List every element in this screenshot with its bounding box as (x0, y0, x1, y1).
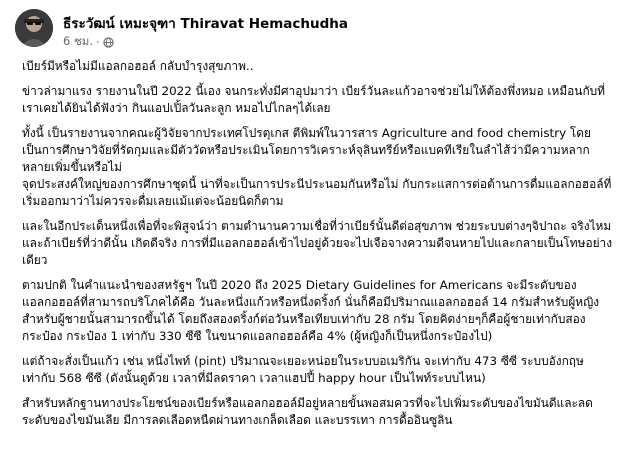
post-paragraph: และในอีกประเด็นหนึ่งเพื่อที่จะพิสูจน์ว่า ตามตำนานความเชื่อที่ว่าเบียร์นั้นดีต่อสุขภาพ ช่วยระบบต่างๆจิปาถะ จริงไหม และถ้าเบียร์ที่ว่าดีนั้น เกิดดีจริง การที่มีแอลกอฮอล์เข้าไปอยู่ด้วยจะไปเจือจางความดีจนหายไปและกลายเป็นโทษอย่างเดียว (22, 219, 613, 267)
post-paragraph: ทั้งนี้ เป็นรายงานจากคณะผู้วิจัยจากประเทศโปรตุเกส ตีพิมพ์ในวารสาร Agriculture and food chemistry โดยเป็นการศึกษาวิจัยที่รัดกุมและมีตัววัดหรือประเมินโดยการวิเคราะห์จุลินทรีย์หรือแบคทีเรียในลำไส้ว่ามีความหลากหลายเพิ่มขึ้นหรือไม่ (22, 126, 591, 174)
post-time[interactable]: 6 ชม. (63, 34, 94, 48)
author-name[interactable]: ธีระวัฒน์ เหมะจุฑา Thiravat Hemachudha (63, 16, 349, 32)
globe-icon[interactable] (103, 37, 114, 48)
post-paragraph: แต่ถ้าจะสั่งเป็นแก้ว เช่น หนึ่งไพท์ (pint) ปริมาณจะเยอะหน่อยในระบบอเมริกัน จะเท่ากับ 473 ซีซี ระบบอังกฤษเท่ากับ 568 ซีซี (ดังนั้นดูด้วย เวลาที่มีลดราคา เวลาแฮปปี้ happy hour เป็นไพท์ระบบไหน) (22, 354, 584, 385)
post-meta (63, 33, 114, 51)
avatar-portrait-icon (15, 9, 53, 47)
author-avatar[interactable] (15, 9, 53, 47)
post-header (8, 6, 608, 50)
post-paragraph: จุดประสงค์ใหญ่ของการศึกษาชุดนี้ น่าที่จะเป็นการประนีประนอมกันหรือไม่ กับกระแสการต่อต้านการดื่มแอลกอฮอล์ที่เริ่มออกมาว่าไม่ควรจะดื่มเลยแม้แต่จะน้อยนิดก็ตาม (22, 177, 612, 208)
post-paragraph: สำหรับหลักฐานทางประโยชน์ของเบียร์หรือแอลกอฮอล์มีอยู่หลายขั้นพอสมควรที่จะไปเพิ่มระดับของไขมันดีและลดระดับของไขมันเลีย มีการลดเลือดหนืดผ่านทางเกล็ดเลือด และบรรเทา การดื้ออินซูลิน (22, 396, 593, 427)
post-paragraph: ข่าวล่ามาแรง รายงานในปี 2022 นี้เอง จนกระทั่งมีศาอุปมาว่า เบียร์วันละแก้วอาจช่วยไม่ให้ต้องพึ่งหมอ เหมือนกับที่เราเคยได้ยินได้ฟังว่า กินแอปเปิ้ลวันละลูก หมอไปไกลๆได้เลย (22, 84, 606, 115)
post-paragraph: ตามปกติ ในคำแนะนำของสหรัฐฯ ในปี 2020 ถึง 2025 Dietary Guidelines for Americans จะมีระดับของแอลกอฮอล์ที่สามารถบริโภคได้คือ วันละหนึ่งแก้วหรือหนึ่งดริ้งก์ นั่นก็คือมีปริมาณแอลกอฮอล์ 14 กรัมสำหรับผู้หญิง สำหรับผู้ชายนั้นสามารถขึ้นได้ โดยถึงสองดริ้งก์ต่อวันหรือเทียบเท่ากับ 28 กรัม โดยคิดง่ายๆก็คือผู้ชายเท่ากับสองกระป๋อง กระป๋อง 1 เท่ากับ 330 ซีซี ในขนาดแอลกอฮอล์คือ 4% (ผู้หญิงก็เป็นหนึ่งกระป๋องไป) (22, 278, 600, 343)
post-paragraph: เบียร์มีหรือไม่มีแอลกอฮอล์ กลับบำรุงสุขภาพ.. (22, 59, 254, 73)
meta-separator: · (96, 35, 100, 49)
post-body (22, 58, 614, 437)
